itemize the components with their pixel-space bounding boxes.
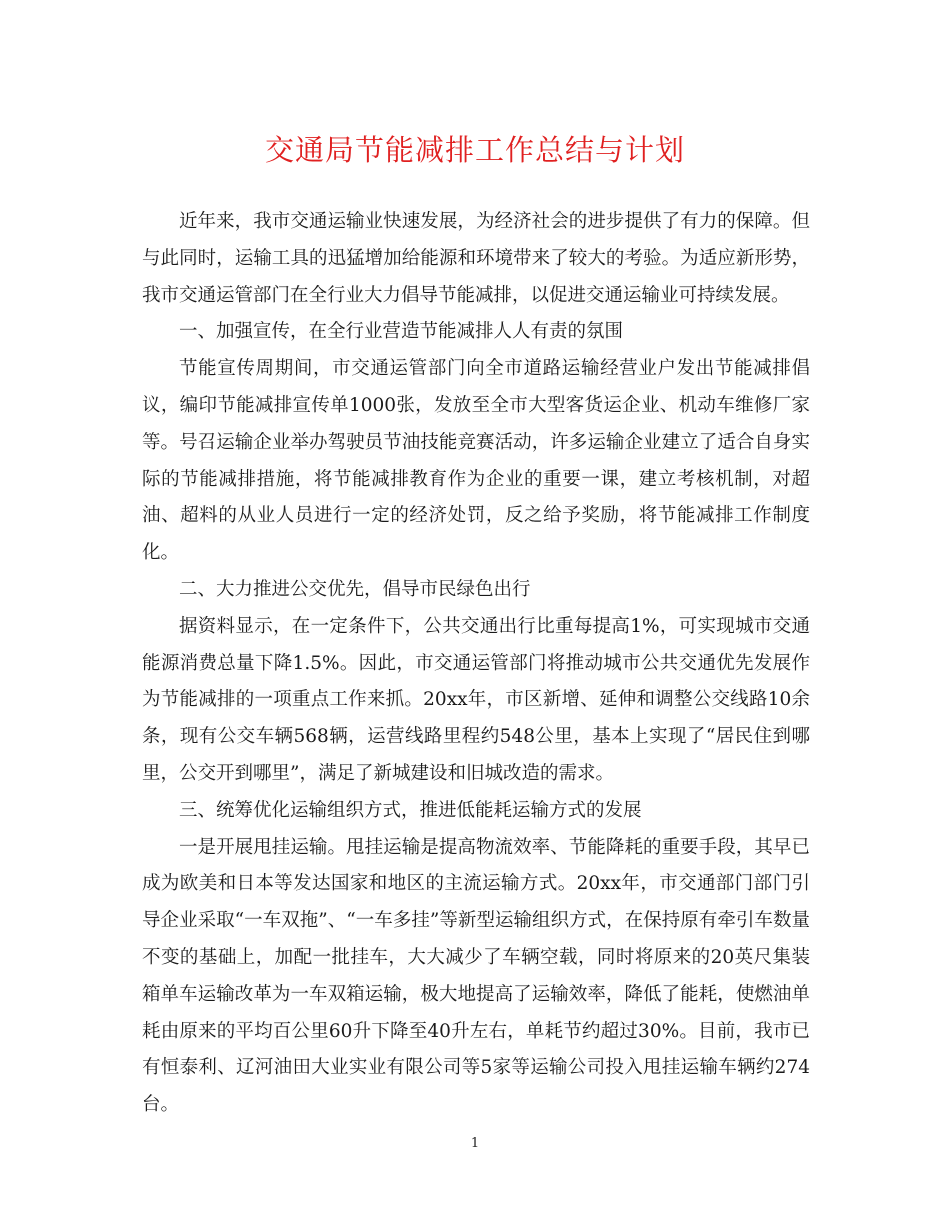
section-heading-1: 一、加强宣传，在全行业营造节能减排人人有责的氛围 bbox=[179, 321, 624, 343]
page-number: 1 bbox=[470, 1136, 480, 1151]
paragraph-section-3: 一是开展甩挂运输。甩挂运输是提高物流效率、节能降耗的重要手段，其早已成为欧美和日本等发达国家和地区的主流运输方式。20xx年，市交通部门部门引导企业采取“一车双拖”、“一车多挂”等新型运输组织方式，在保持原有牵引车数量不变的基础上，加配一批挂车，大大减少了车辆空载，同时将原来的20英尺集装箱单车运输改革为一车双箱运输，极大地提高了运输效率，降低了能耗，使燃油单耗由原来的平均百公里60升下降至40升左右，单耗节约超过30%。目前，我市已有恒泰利、辽河油田大业实业有限公司等5家等运输公司投入甩挂运输车辆约274台。 bbox=[142, 836, 810, 1116]
document-title: 交通局节能减排工作总结与计划 bbox=[264, 133, 685, 167]
section-heading-2: 二、大力推进公交优先，倡导市民绿色出行 bbox=[179, 578, 531, 600]
paragraph-section-2: 据资料显示，在一定条件下，公共交通出行比重每提高1%，可实现城市交通能源消费总量下降1.5%。因此，市交通运管部门将推动城市公共交通优先发展作为节能减排的一项重点工作来抓。20xx年，市区新增、延伸和调整公交线路10余条，现有公交车辆568辆，运营线路里程约548公里，基本上实现了“居民住到哪里，公交开到哪里”，满足了新城建设和旧城改造的需求。 bbox=[142, 615, 810, 784]
paragraph-section-1: 节能宣传周期间，市交通运管部门向全市道路运输经营业户发出节能减排倡议，编印节能减排宣传单1000张，发放至全市大型客货运企业、机动车维修厂家等。号召运输企业举办驾驶员节油技能竞赛活动，许多运输企业建立了适合自身实际的节能减排措施，将节能减排教育作为企业的重要一课，建立考核机制，对超油、超料的从业人员进行一定的经济处罚，反之给予奖励，将节能减排工作制度化。 bbox=[142, 358, 810, 564]
section-heading-3: 三、统筹优化运输组织方式，推进低能耗运输方式的发展 bbox=[179, 799, 642, 821]
paragraph-intro: 近年来，我市交通运输业快速发展，为经济社会的进步提供了有力的保障。但与此同时，运输工具的迅猛增加给能源和环境带来了较大的考验。为适应新形势，我市交通运管部门在全行业大力倡导节能减排，以促进交通运输业可持续发展。 bbox=[142, 211, 810, 306]
document-body bbox=[142, 204, 810, 1124]
